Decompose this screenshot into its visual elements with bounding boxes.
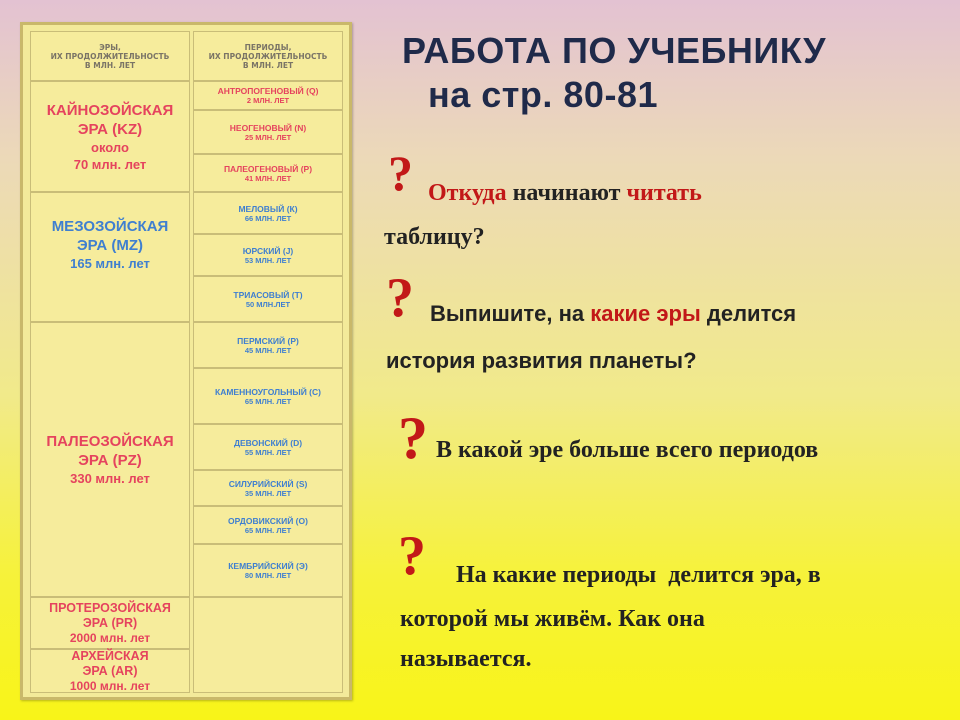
era-cell-pz [30,322,190,597]
period-name: СИЛУРИЙСКИЙ (S) [228,478,308,489]
period-cell [193,544,343,597]
period-name: АНТРОПОГЕНОВЫЙ (Q) [217,86,319,96]
page-title-line1: РАБОТА ПО УЧЕБНИКУ [402,30,827,71]
question-mark-icon: ? [398,525,426,587]
period-duration: 80 МЛН. ЛЕТ [244,571,292,580]
era-duration: 1000 млн. лет [69,678,151,693]
period-duration: 53 МЛН. ЛЕТ [244,255,292,265]
period-name: ПАЛЕОГЕНОВЫЙ (Р) [223,163,313,174]
period-cell [193,424,343,470]
era-name: АРХЕЙСКАЯ [71,648,149,663]
period-duration: 65 МЛН. ЛЕТ [244,396,292,406]
period-duration: 65 МЛН. ЛЕТ [244,525,292,535]
period-name: ЮРСКИЙ (J) [242,245,294,256]
header-line: В МЛН. ЛЕТ [242,60,294,70]
era-name: МЕЗОЗОЙСКАЯ [51,218,169,235]
era-duration: 70 млн. лет [73,156,147,172]
era-code: ЭРА (MZ) [76,237,143,254]
era-name: КАЙНОЗОЙСКАЯ [46,101,174,119]
era-duration: 2000 млн. лет [69,630,151,645]
period-duration: 50 МЛН.ЛЕТ [245,299,291,309]
period-cell [193,368,343,424]
period-name: ТРИАСОВЫЙ (Т) [233,289,303,300]
period-cell [193,470,343,506]
header-line: В МЛН. ЛЕТ [84,60,136,70]
question-mark-icon: ? [388,145,413,201]
question-text: делится [700,301,797,326]
period-name: КАМЕННОУГОЛЬНЫЙ (С) [215,386,321,397]
era-column [30,31,190,693]
era-code: ЭРА (KZ) [77,120,143,138]
period-duration: 66 МЛН. ЛЕТ [244,213,292,223]
era-cell-ar [30,649,190,693]
question-4-line2: которой мы живём. Как она [400,606,705,632]
period-cell [193,192,343,234]
geologic-time-table [20,22,352,700]
question-2-line2: история развития планеты? [386,348,697,373]
question-3-text: В какой эре больше всего периодов [436,437,819,463]
period-name: ПЕРМСКИЙ (Р) [237,335,299,346]
period-duration: 2 МЛН. ЛЕТ [246,96,290,105]
question-text: Выпишите, на [430,301,591,326]
period-cell [193,506,343,544]
period-duration: 35 МЛН. ЛЕТ [244,488,292,498]
era-duration: 330 млн. лет [70,471,150,486]
period-duration: 45 МЛН. ЛЕТ [244,345,292,355]
period-cell [193,81,343,110]
period-duration: 25 МЛН. ЛЕТ [244,132,292,142]
period-cell-empty [193,597,343,693]
period-column-header [193,31,343,81]
highlight-word: читать [626,180,702,206]
highlight-word: какие эры [590,301,701,326]
era-cell-mz [30,192,190,322]
question-1-line1 [428,180,702,207]
question-4-line3: называется. [400,646,532,672]
period-name: КЕМБРИЙСКИЙ (Э) [228,561,308,571]
era-duration: 165 млн. лет [70,256,150,271]
question-4-line1: На какие периоды делится эра, в [456,562,821,588]
question-mark-icon: ? [398,405,428,471]
period-cell [193,322,343,368]
header-line: ПЕРИОДЫ, [244,42,292,52]
question-1-line2: таблицу? [384,224,485,250]
header-line: ЭРЫ, [99,42,121,52]
era-cell-kz [30,81,190,192]
period-cell [193,234,343,276]
question-2-line1 [430,301,796,327]
period-column [193,31,343,693]
page-title-line2: на стр. 80-81 [428,74,658,115]
era-code: ЭРА (PZ) [78,452,142,469]
period-duration: 41 МЛН. ЛЕТ [244,173,292,183]
period-name: МЕЛОВЫЙ (К) [238,203,298,214]
period-name: ОРДОВИКСКИЙ (О) [228,515,308,526]
question-text: начинают [506,180,627,206]
period-cell [193,276,343,322]
era-code: ЭРА (AR) [82,663,138,678]
era-cell-pr [30,597,190,649]
period-duration: 55 МЛН. ЛЕТ [244,447,292,457]
period-cell [193,154,343,192]
header-line: ИХ ПРОДОЛЖИТЕЛЬНОСТЬ [208,51,328,61]
period-name: ДЕВОНСКИЙ (D) [233,437,303,448]
question-mark-icon: ? [386,267,414,329]
highlight-word: Откуда [428,180,507,206]
era-code: ЭРА (PR) [82,615,138,630]
period-cell [193,110,343,154]
era-duration-prefix: около [91,139,129,155]
era-name: ПРОТЕРОЗОЙСКАЯ [49,600,171,615]
period-name: НЕОГЕНОВЫЙ (N) [229,122,307,133]
era-column-header [30,31,190,81]
era-name: ПАЛЕОЗОЙСКАЯ [46,433,174,450]
header-line: ИХ ПРОДОЛЖИТЕЛЬНОСТЬ [50,51,170,61]
